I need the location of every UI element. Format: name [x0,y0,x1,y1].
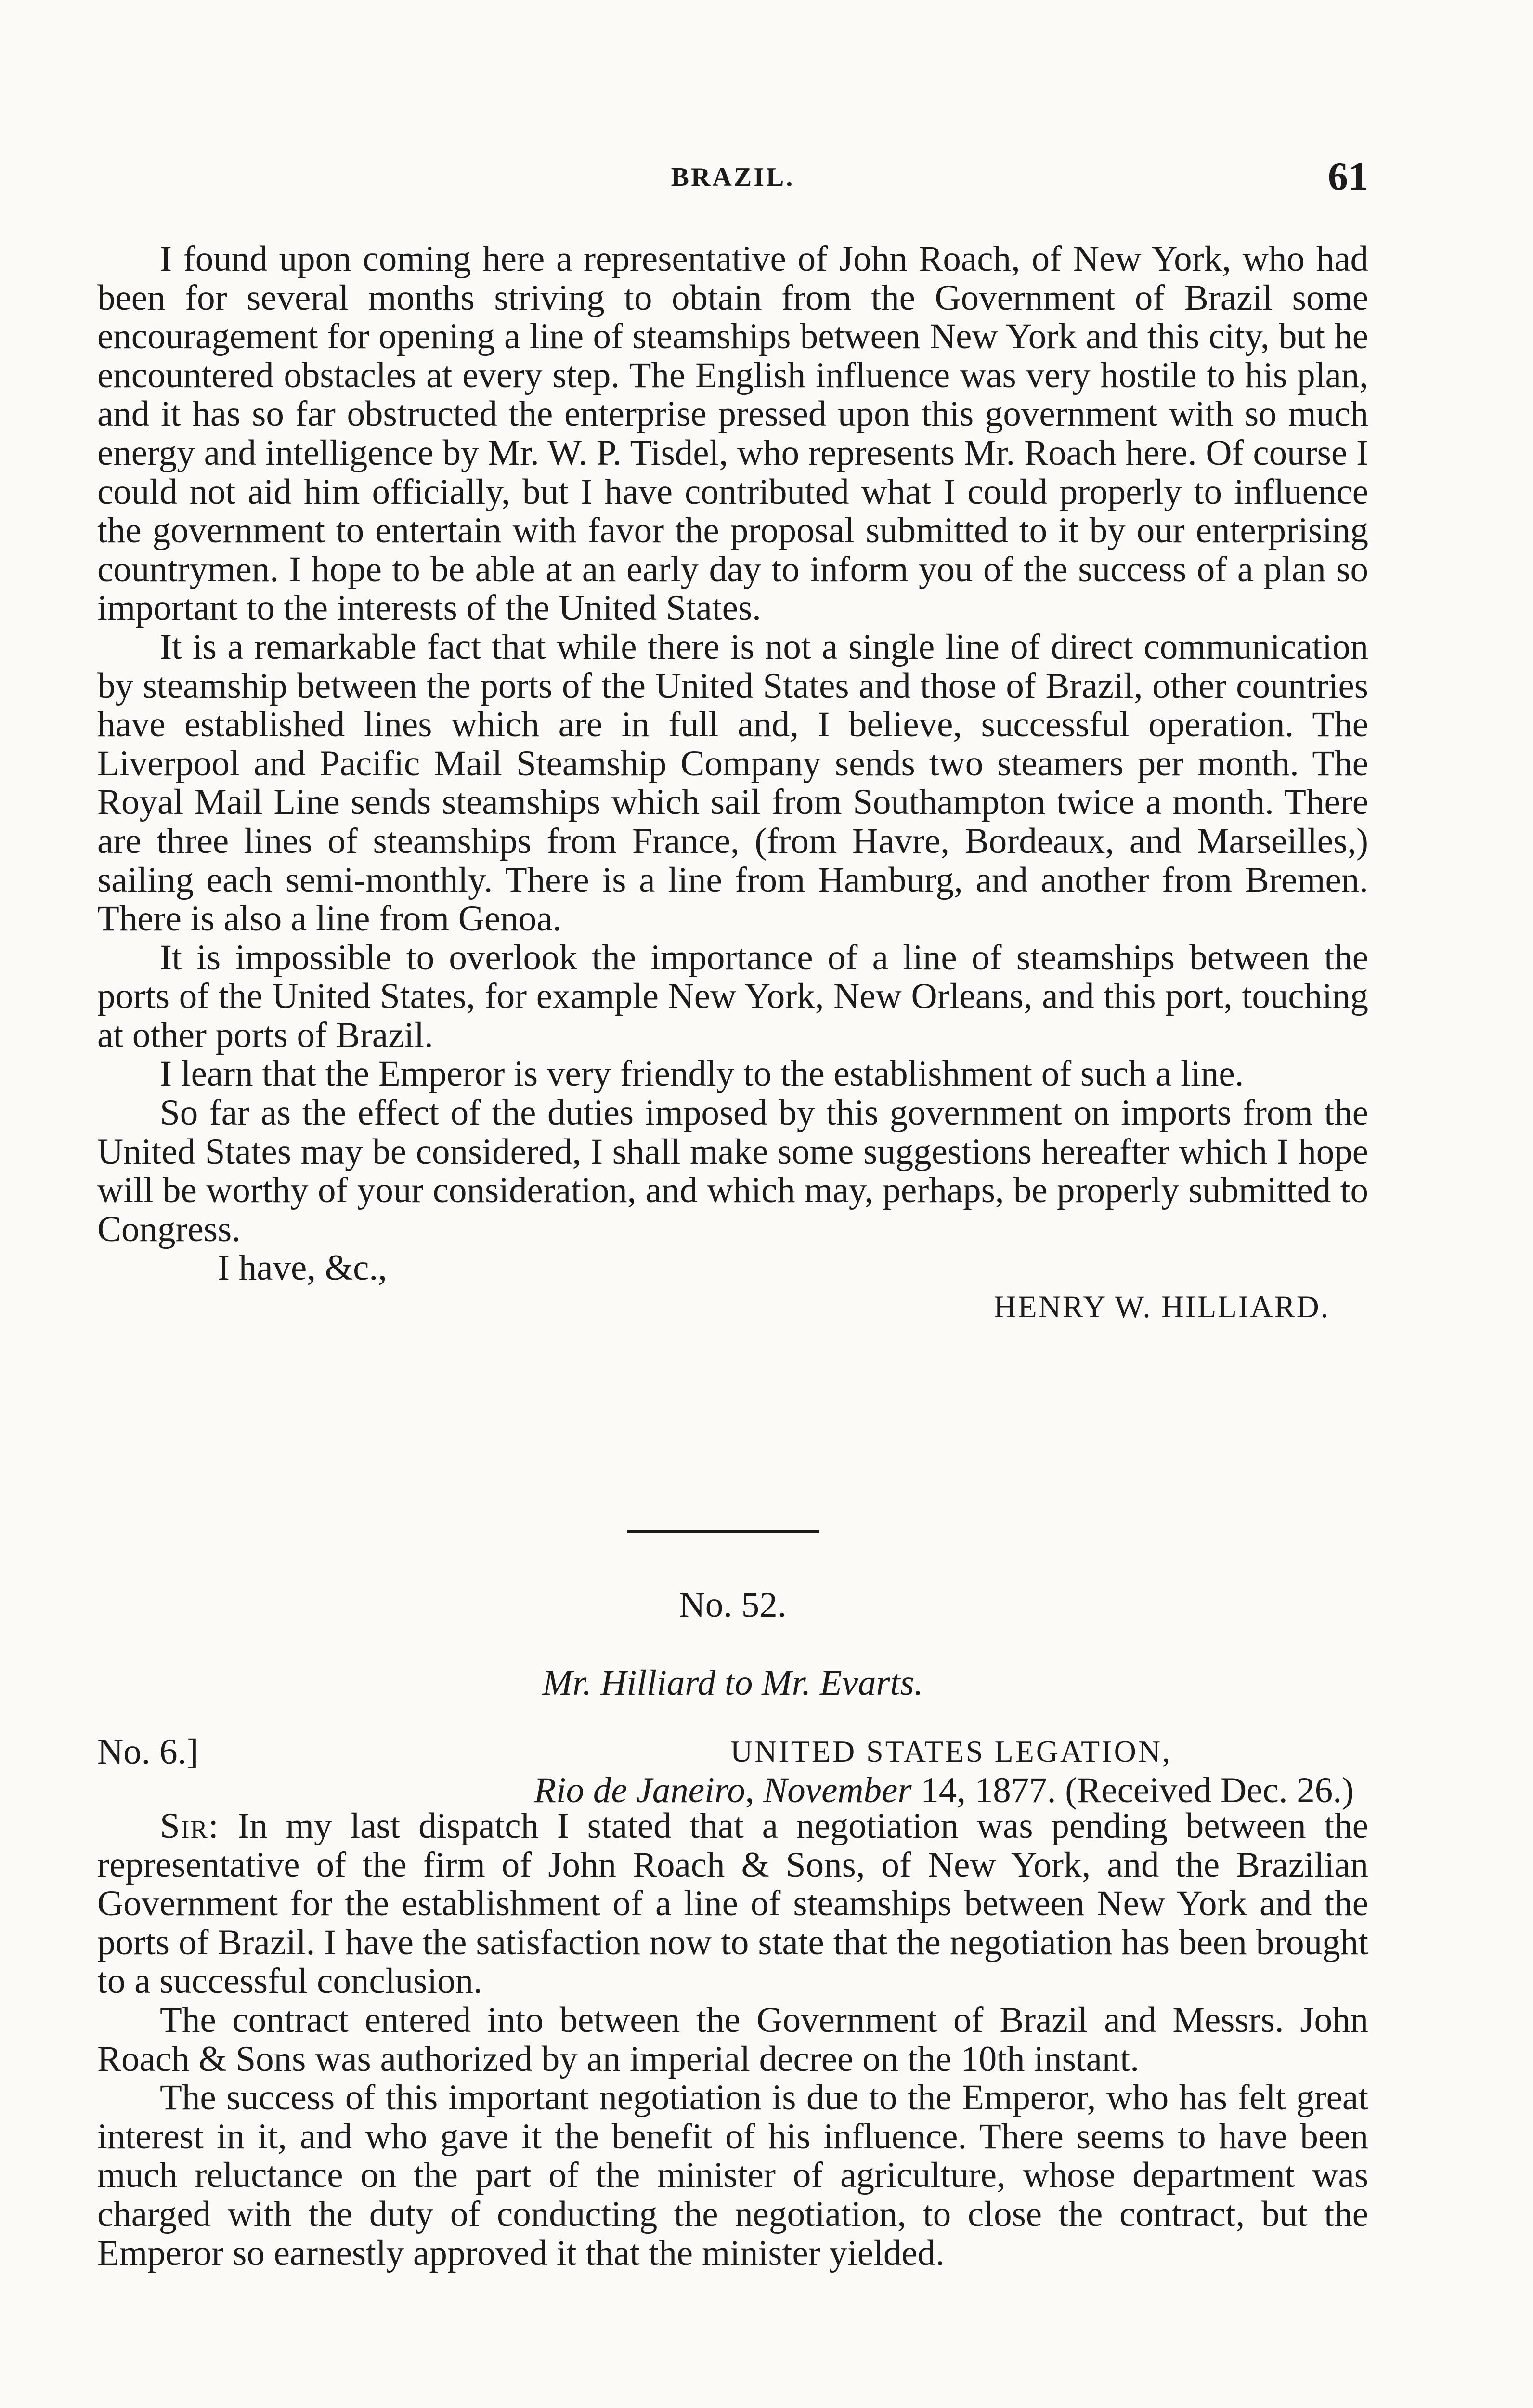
running-head [97,153,1368,206]
paragraph: It is impossible to overlook the importance of a line of steamships between the ports of the United States, for example New York, New Orleans, and this port, touching at other ports of Brazil. [97,937,1368,1055]
legation-heading [730,1734,1172,1769]
paragraph-text: In my last dispatch I stated that a negotiation was pending between the representative of the firm of John Roach & Sons, of New York, and the Brazilian Government for the establishment of a line of steamships between New York and the ports of Brazil. I have the satisfaction now to state that the negotiation has been brought to a successful conclusion. [97,1806,1369,2002]
letter-end-body [97,240,1368,1327]
paragraph [97,1807,1368,2001]
date-month: November [763,1770,912,1810]
legation-text: UNITED STATES LEGATION, [730,1734,1172,1768]
section-divider [627,1530,819,1533]
paragraph: The contract entered into between the Government of Brazil and Messrs. John Roach & Sons was authorized by an imperial decree on the 10th instant. [97,2000,1368,2079]
paragraph: I learn that the Emperor is very friendly to the establishment of such a line. [160,1054,1244,1094]
date-rest: 14, 1877. [921,1770,1056,1810]
received-note: (Received Dec. 26.) [1065,1770,1354,1810]
paragraph: It is a remarkable fact that while there is not a single line of direct communication by steamship between the ports of the United States and those of Brazil, other countries have established lines which are in full and, I believe, successful operation. The Liverpool and Pacific Mail Steamship Company sends two steamers per month. The Royal Mail Line sends steamships which sail from Southampton twice a month. There are three lines of steamships from France, (from Havre, Bordeaux, and Marseilles,) sailing each semi-monthly. There is a line from Hamburg, and another from Bremen. There is also a line from Genoa. [97,627,1368,939]
dispatch-body [97,1807,1368,2273]
running-title: BRAZIL. [671,162,795,192]
closing: I have, &c., [218,1248,387,1288]
page-number: 61 [1328,154,1368,199]
dispatch-title: Mr. Hilliard to Mr. Evarts. [542,1663,923,1703]
paragraph: The success of this important negotiation is due to the Emperor, who has felt great interest in it, and who gave it the benefit of his influence. There seems to have been much reluctance on the part of the minister of agriculture, whose department was charged with the duty of conducting the negotiation, to close the contract, but the Emperor so earnestly approved it that the minister yielded. [97,2078,1368,2273]
paragraph: So far as the effect of the duties imposed by this government on imports from the United States may be considered, I shall make some suggestions hereafter which I hope will be worthy of your consideration, and which may, perhaps, be properly submitted to Congress. [97,1093,1368,1249]
dispatch-reference: No. 6.] [97,1732,199,1772]
document-page [97,0,1368,2408]
paragraph: I found upon coming here a representative of John Roach, of New York, who had been for several months striving to obtain from the Government of Brazil some encouragement for opening a line of steamships between New York and this city, but he encountered obstacles at every step. The English influence was very hostile to his plan, and it has so far obstructed the enterprise pressed upon this government with so much energy and intelligence by Mr. W. P. Tisdel, who represents Mr. Roach here. Of course I could not aid him officially, but I have contributed what I could properly to influence the government to entertain with favor the proposal submitted to it by our enterprising countrymen. I hope to be able at an early day to inform you of the success of a plan so important to the interests of the United States. [97,239,1368,628]
salutation: Sir: [160,1806,220,1846]
place: Rio de Janeiro [534,1770,745,1810]
dispatch-number: No. 52. [679,1585,787,1625]
place-date-line: Rio de Janeiro, November 14, 1877. (Received Dec. 26.) [534,1770,1354,1810]
signature: HENRY W. HILLIARD. [994,1290,1330,1325]
